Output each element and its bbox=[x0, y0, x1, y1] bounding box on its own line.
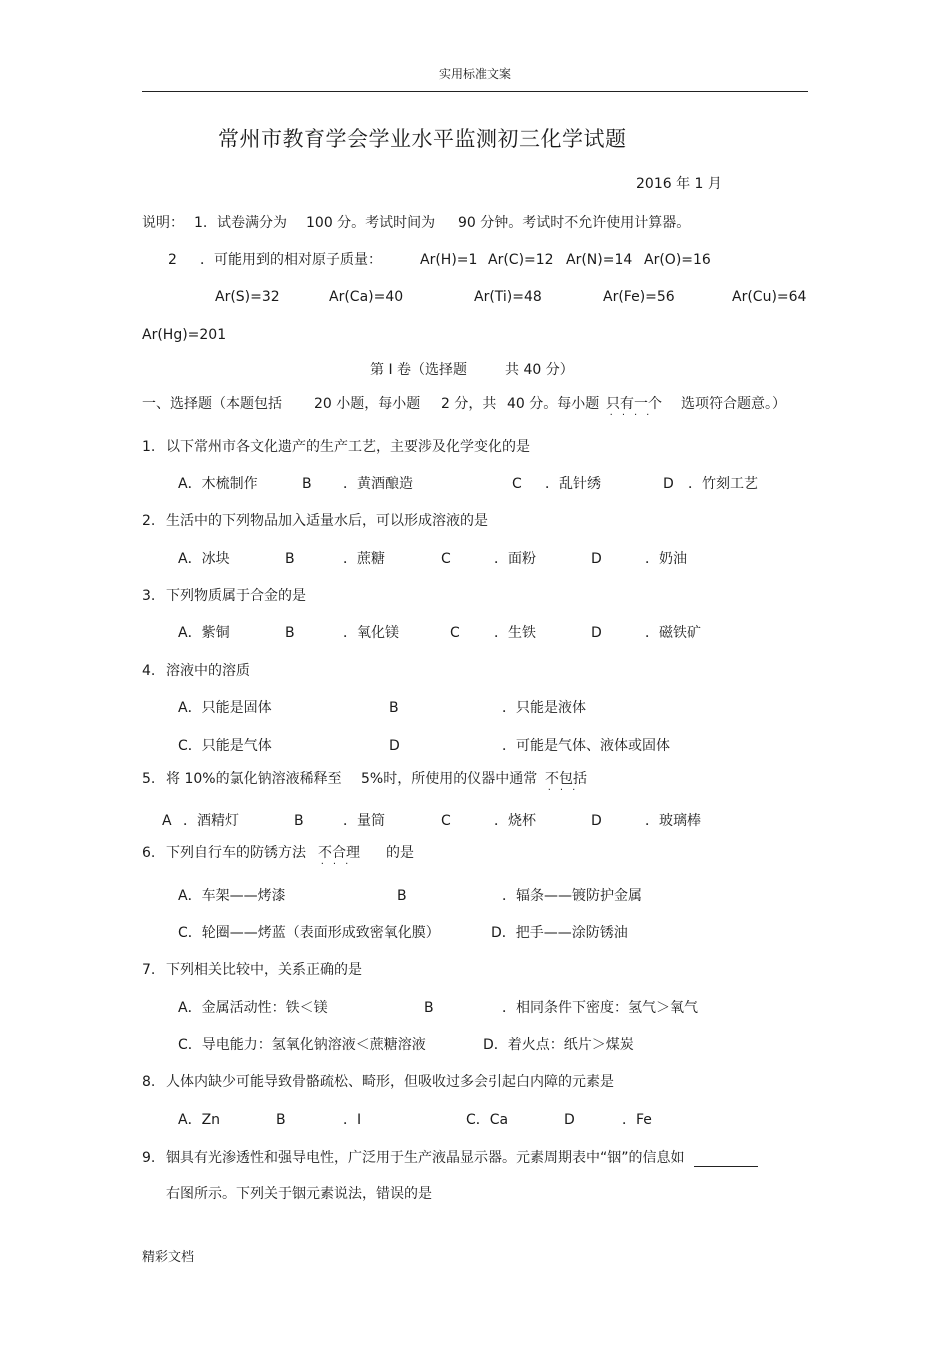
question-2-option-a: A．冰块 bbox=[178, 551, 230, 567]
question-5-option-b-letter: B bbox=[294, 813, 304, 829]
question-8-option-c: C．Ca bbox=[466, 1112, 509, 1128]
question-5-emphasis: 不包括 ··· bbox=[545, 771, 587, 796]
part-intro-d: 40 分。每小题 bbox=[507, 396, 600, 412]
part-intro-a: 一、选择题（本题包括 bbox=[142, 396, 282, 412]
question-4-option-c: C．只能是气体 bbox=[178, 738, 272, 754]
question-2-option-c-letter: C bbox=[441, 551, 451, 567]
question-5-option-b: ．量筒 bbox=[343, 813, 385, 829]
question-6-option-c: C．轮圈——烤蓝（表面形成致密氧化膜） bbox=[178, 925, 440, 941]
part-intro-e: 选项符合题意。） bbox=[681, 396, 786, 412]
question-4-stem: 溶液中的溶质 bbox=[166, 663, 250, 679]
question-5-stem-a: 将 10%的氯化钠溶液稀释至 bbox=[166, 771, 342, 787]
atomic-mass-h: Ar(H)=1 bbox=[420, 252, 478, 268]
question-4-option-b-letter: B bbox=[389, 700, 399, 716]
question-8-option-b-letter: B bbox=[276, 1112, 286, 1128]
question-7-option-a: A．金属活动性：铁＜镁 bbox=[178, 1000, 328, 1016]
question-5-option-c-letter: C bbox=[441, 813, 451, 829]
question-3-option-b: ．氧化镁 bbox=[343, 625, 399, 641]
atomic-mass-hg: Ar(Hg)=201 bbox=[142, 327, 227, 343]
instructions-label: 说明： bbox=[142, 215, 184, 231]
instruction-1-num: 1. bbox=[194, 215, 208, 231]
question-8-number: 8. bbox=[142, 1074, 156, 1090]
instruction-1-part-a: 试卷满分为 bbox=[217, 215, 287, 231]
question-8-option-d: ．Fe bbox=[622, 1112, 652, 1128]
section-heading: 第 I 卷（选择题 bbox=[370, 362, 468, 378]
question-8-stem: 人体内缺少可能导致骨骼疏松、畸形，但吸收过多会引起白内障的元素是 bbox=[166, 1074, 614, 1090]
question-2-number: 2. bbox=[142, 513, 156, 529]
part-intro-c: 2 分，共 bbox=[441, 396, 497, 412]
question-7-option-b-letter: B bbox=[424, 1000, 434, 1016]
question-6-emphasis: 不合理 ··· bbox=[318, 845, 360, 870]
question-4-option-d-letter: D bbox=[389, 738, 400, 754]
question-1-option-a: A．木梳制作 bbox=[178, 476, 258, 492]
question-1-option-c: ．乱针绣 bbox=[545, 476, 601, 492]
question-6-option-b: ．辐条——镀防护金属 bbox=[502, 888, 642, 904]
question-4-option-b: ．只能是液体 bbox=[502, 700, 586, 716]
question-2-option-b-letter: B bbox=[285, 551, 295, 567]
question-3-option-c: ．生铁 bbox=[494, 625, 536, 641]
question-8-option-b: ．I bbox=[343, 1112, 362, 1128]
question-6-stem-a: 下列自行车的防锈方法 bbox=[166, 845, 306, 861]
part-intro-emphasis: 只有一个 ···· bbox=[606, 396, 662, 421]
page-header: 实用标准文案 bbox=[438, 67, 511, 81]
atomic-mass-c: Ar(C)=12 bbox=[488, 252, 554, 268]
question-3-number: 3. bbox=[142, 588, 156, 604]
atomic-mass-ti: Ar(Ti)=48 bbox=[474, 289, 542, 305]
section-heading-score: 共 40 分） bbox=[505, 362, 574, 378]
question-9-underline bbox=[694, 1166, 758, 1167]
question-5-number: 5. bbox=[142, 771, 156, 787]
question-5-option-c: ．烧杯 bbox=[494, 813, 536, 829]
question-9-number: 9. bbox=[142, 1150, 156, 1166]
atomic-mass-o: Ar(O)=16 bbox=[644, 252, 711, 268]
question-3-option-a: A．紫铜 bbox=[178, 625, 230, 641]
question-5-option-a-letter: A bbox=[162, 813, 172, 829]
question-2-option-c: ．面粉 bbox=[494, 551, 536, 567]
question-3-stem: 下列物质属于合金的是 bbox=[166, 588, 306, 604]
question-1-option-d-letter: D bbox=[663, 476, 674, 492]
question-6-option-b-letter: B bbox=[397, 888, 407, 904]
question-7-option-d: D．着火点：纸片＞煤炭 bbox=[483, 1037, 634, 1053]
question-5-option-d-letter: D bbox=[591, 813, 602, 829]
question-8-option-d-letter: D bbox=[564, 1112, 575, 1128]
question-8-option-a: A．Zn bbox=[178, 1112, 221, 1128]
question-7-stem: 下列相关比较中，关系正确的是 bbox=[166, 962, 362, 978]
question-3-option-d: ．磁铁矿 bbox=[645, 625, 701, 641]
question-7-option-c: C．导电能力：氢氧化钠溶液＜蔗糖溶液 bbox=[178, 1037, 426, 1053]
question-2-option-d: ．奶油 bbox=[645, 551, 687, 567]
question-7-option-b: ．相同条件下密度：氢气＞氧气 bbox=[502, 1000, 698, 1016]
part-intro-b: 20 小题，每小题 bbox=[314, 396, 421, 412]
question-6-number: 6. bbox=[142, 845, 156, 861]
question-1-option-c-letter: C bbox=[512, 476, 522, 492]
question-1-stem: 以下常州市各文化遗产的生产工艺，主要涉及化学变化的是 bbox=[166, 439, 530, 455]
exam-date: 2016 年 1 月 bbox=[636, 176, 722, 192]
question-3-option-c-letter: C bbox=[450, 625, 460, 641]
question-4-option-a: A．只能是固体 bbox=[178, 700, 272, 716]
atomic-mass-cu: Ar(Cu)=64 bbox=[732, 289, 807, 305]
atomic-mass-ca: Ar(Ca)=40 bbox=[329, 289, 404, 305]
question-7-number: 7. bbox=[142, 962, 156, 978]
question-5-option-a: ．酒精灯 bbox=[183, 813, 239, 829]
question-6-stem-b: 的是 bbox=[386, 845, 414, 861]
page-footer: 精彩文档 bbox=[142, 1250, 195, 1265]
question-6-option-a: A．车架——烤漆 bbox=[178, 888, 286, 904]
question-1-option-d: ．竹刻工艺 bbox=[688, 476, 758, 492]
question-2-option-b: ．蔗糖 bbox=[343, 551, 385, 567]
question-1-option-b-letter: B bbox=[302, 476, 312, 492]
instruction-2-num: 2 bbox=[168, 252, 177, 268]
exam-title: 常州市教育学会学业水平监测初三化学试题 bbox=[218, 127, 627, 151]
question-6-option-d: D．把手——涂防锈油 bbox=[491, 925, 628, 941]
question-3-option-b-letter: B bbox=[285, 625, 295, 641]
question-5-option-d: ．玻璃棒 bbox=[645, 813, 701, 829]
question-2-option-d-letter: D bbox=[591, 551, 602, 567]
atomic-mass-s: Ar(S)=32 bbox=[215, 289, 280, 305]
atomic-mass-fe: Ar(Fe)=56 bbox=[603, 289, 675, 305]
instruction-1-part-c: 90 分钟。考试时不允许使用计算器。 bbox=[458, 215, 691, 231]
atomic-mass-n: Ar(N)=14 bbox=[566, 252, 633, 268]
instruction-1-part-b: 100 分。考试时间为 bbox=[306, 215, 436, 231]
question-4-option-d: ．可能是气体、液体或固体 bbox=[502, 738, 670, 754]
question-1-option-b: ．黄酒酿造 bbox=[343, 476, 413, 492]
question-2-stem: 生活中的下列物品加入适量水后，可以形成溶液的是 bbox=[166, 513, 488, 529]
header-divider bbox=[142, 91, 808, 92]
question-9-stem: 铟具有光渗透性和强导电性，广泛用于生产液晶显示器。元素周期表中“铟”的信息如 bbox=[166, 1150, 685, 1166]
question-5-stem-b: 5%时，所使用的仪器中通常 bbox=[361, 771, 538, 787]
question-9-stem-continued: 右图所示。下列关于铟元素说法，错误的是 bbox=[166, 1186, 432, 1202]
question-3-option-d-letter: D bbox=[591, 625, 602, 641]
instruction-2-text: ．可能用到的相对原子质量： bbox=[200, 252, 382, 268]
question-4-number: 4. bbox=[142, 663, 156, 679]
question-1-number: 1. bbox=[142, 439, 156, 455]
